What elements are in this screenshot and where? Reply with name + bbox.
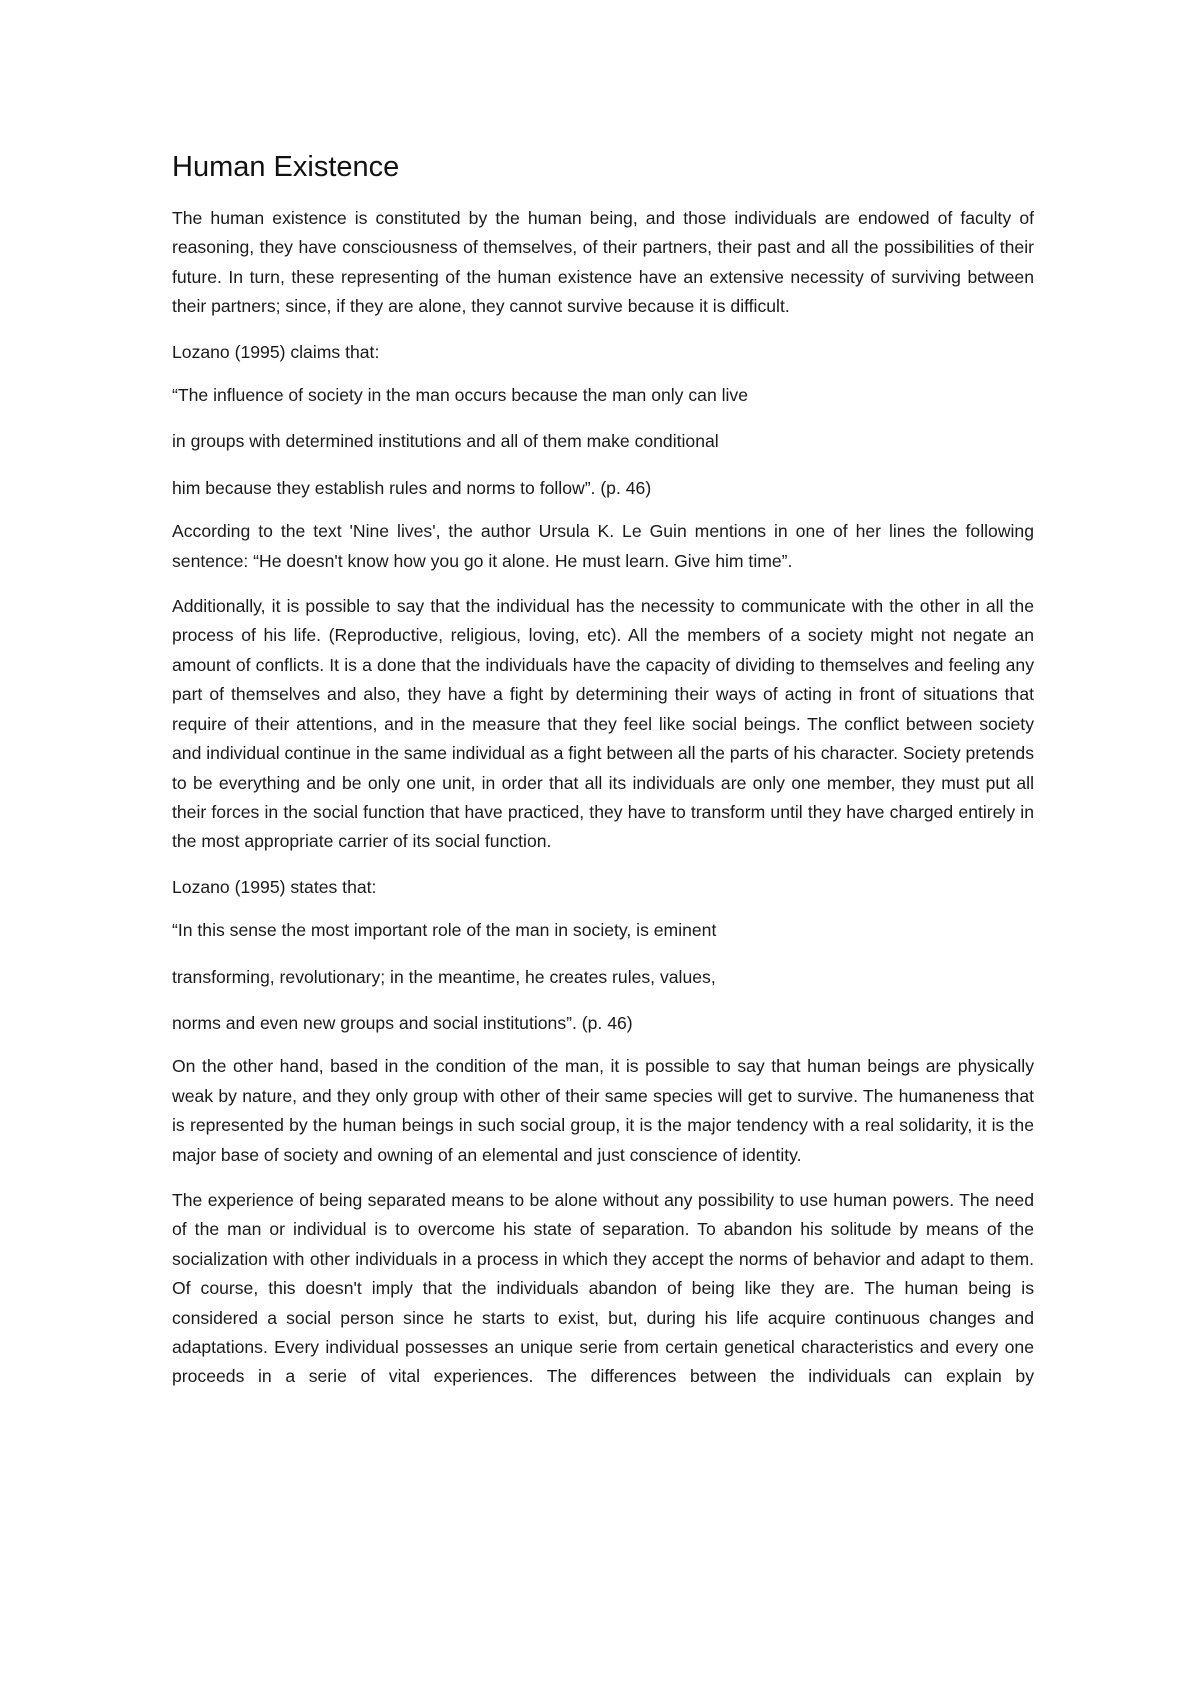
quote-line-3: him because they establish rules and norms to follow”. (p. 46) (172, 477, 652, 498)
paragraph-other-hand: On the other hand, based in the condition of the man, it is possible to say that human beings are physically weak by nature, and they only group with other of their same species will get to survive. The humaneness that is represented by the human beings in such social group, it is the major tendency with a real solidarity, it is the major base of society and owning of an elemental and just conscience of identity. (172, 1056, 1034, 1165)
paragraph-nine-lives: According to the text 'Nine lives', the author Ursula K. Le Guin mentions in one of her lines the following sentence: “He doesn't know how you go it alone. He must learn. Give him time”. (172, 521, 1034, 571)
citation-intro-lozano-states: Lozano (1995) states that: (172, 876, 377, 897)
paragraph-experience: The experience of being separated means to be alone without any possibility to use human powers. The need of the man or individual is to overcome his state of separation. To abandon his solitude by means of the socialization with other individuals in a process in which they accept the norms of behavior and adapt to them. Of course, this doesn't imply that the individuals abandon of being like they are. The human being is considered a social person since he starts to exist, but, during his life acquire continuous changes and adaptations. Every individual possesses an unique serie from certain genetical characteristics and every one proceeds in a serie of vital experiences. The differences between the individuals can explain by (172, 1189, 1034, 1387)
document-page (172, 146, 1034, 1392)
quote-line-5: transforming, revolutionary; in the meantime, he creates rules, values, (172, 966, 716, 987)
quote-line-6: norms and even new groups and social institutions”. (p. 46) (172, 1012, 633, 1033)
paragraph-additionally: Additionally, it is possible to say that the individual has the necessity to communicate with the other in all the process of his life. (Reproductive, religious, loving, etc). All the members of a society might not negate an amount of conflicts. It is a done that the individuals have the capacity of dividing to themselves and feeling any part of themselves and also, they have a fight by determining their ways of acting in front of situations that require of their attentions, and in the measure that they feel like social beings. The conflict between society and individual continue in the same individual as a fight between all the parts of his character. Society pretends to be everything and be only one unit, in order that all its individuals are only one member, they must put all their forces in the social function that have practiced, they have to transform until they have charged entirely in the most appropriate carrier of its social function. (172, 596, 1034, 852)
document-title: Human Existence (172, 151, 400, 183)
quote-line-2: in groups with determined institutions and all of them make conditional (172, 431, 719, 452)
quote-line-4: “In this sense the most important role of the man in society, is eminent (172, 920, 717, 941)
quote-line-1: “The influence of society in the man occurs because the man only can live (172, 385, 749, 406)
citation-intro-lozano-claims: Lozano (1995) claims that: (172, 341, 380, 362)
paragraph-intro: The human existence is constituted by the human being, and those individuals are endowed of faculty of reasoning, they have consciousness of themselves, of their partners, their past and all the possibilities of their future. In turn, these representing of the human existence have an extensive necessity of surviving between their partners; since, if they are alone, they cannot survive because it is difficult. (172, 208, 1034, 317)
